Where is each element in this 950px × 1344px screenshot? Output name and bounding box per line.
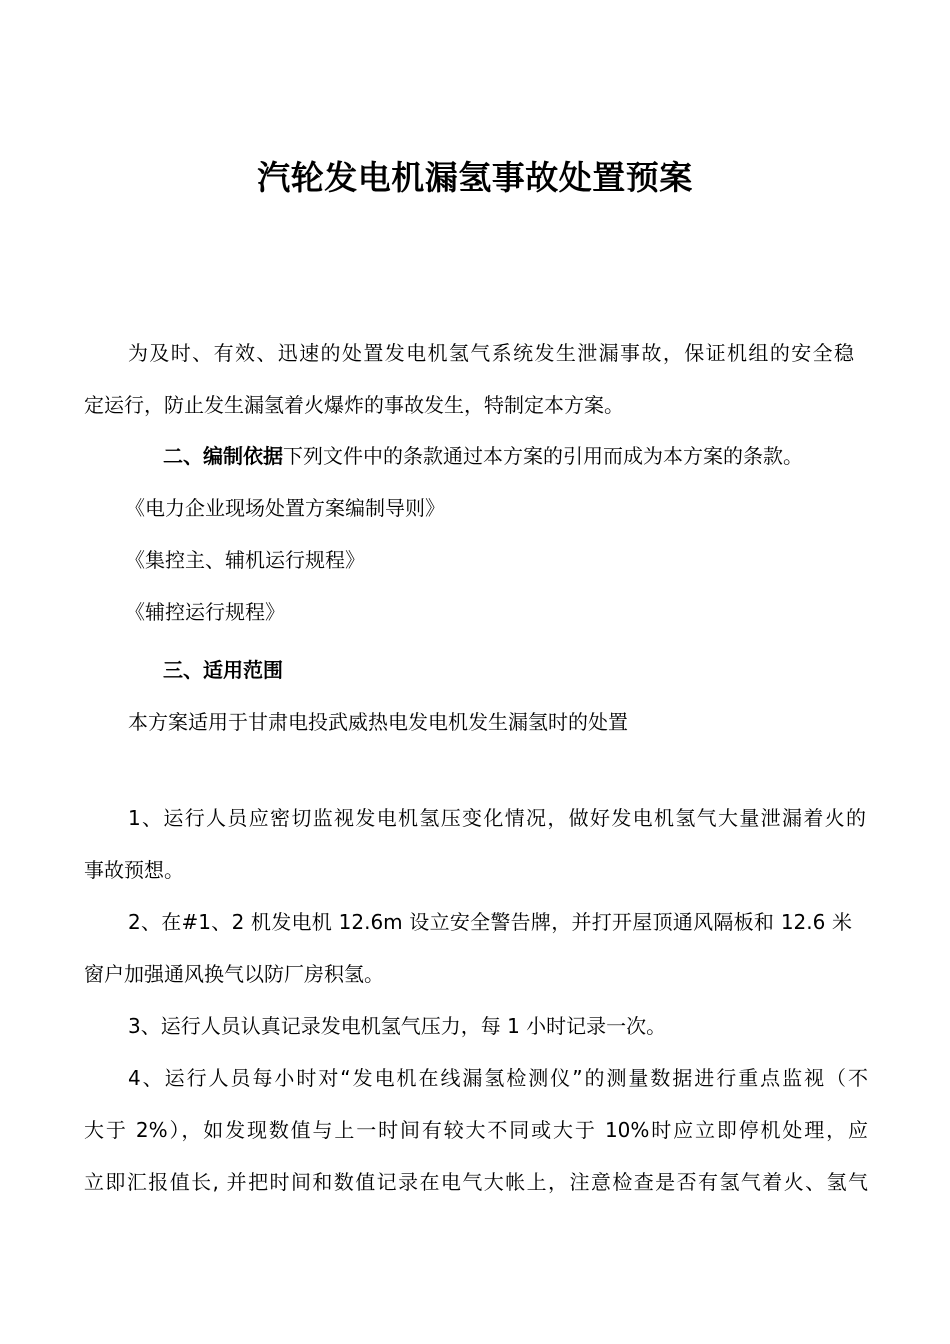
item-4-line-2: 大于 2%），如发现数值与上一时间有较大不同或大于 10%时应立即停机处理，应 xyxy=(84,1118,868,1142)
section-3-text: 本方案适用于甘肃电投武威热电发电机发生漏氢时的处置 xyxy=(128,710,628,734)
reference-item: 《电力企业现场处置方案编制导则》 xyxy=(125,496,445,520)
item-3-line-1: 3、运行人员认真记录发电机氢气压力，每 1 小时记录一次。 xyxy=(128,1014,667,1038)
section-2-text: 下列文件中的条款通过本方案的引用而成为本方案的条款。 xyxy=(283,444,803,468)
intro-line-2: 定运行，防止发生漏氢着火爆炸的事故发生，特制定本方案。 xyxy=(84,393,624,417)
reference-item: 《集控主、辅机运行规程》 xyxy=(125,548,365,572)
section-2-paragraph xyxy=(163,441,803,471)
item-1-line-2: 事故预想。 xyxy=(84,858,184,882)
item-2-line-2: 窗户加强通风换气以防厂房积氢。 xyxy=(84,962,384,986)
document-title: 汽轮发电机漏氢事故处置预案 xyxy=(257,158,693,197)
section-2-heading: 二、编制依据 xyxy=(163,444,283,468)
intro-line-1: 为及时、有效、迅速的处置发电机氢气系统发生泄漏事故，保证机组的安全稳 xyxy=(128,341,854,365)
item-2-line-1: 2、在#1、2 机发电机 12.6m 设立安全警告牌，并打开屋顶通风隔板和 12.6 米 xyxy=(128,910,852,934)
item-4-line-1: 4、运行人员每小时对“发电机在线漏氢检测仪”的测量数据进行重点监视（不 xyxy=(128,1066,868,1090)
section-3-heading: 三、适用范围 xyxy=(163,658,283,682)
reference-item: 《辅控运行规程》 xyxy=(125,600,285,624)
item-1-line-1: 1、运行人员应密切监视发电机氢压变化情况，做好发电机氢气大量泄漏着火的 xyxy=(128,806,866,830)
item-4-line-3: 立即汇报值长, 并把时间和数值记录在电气大帐上，注意检查是否有氢气着火、氢气 xyxy=(84,1170,868,1194)
